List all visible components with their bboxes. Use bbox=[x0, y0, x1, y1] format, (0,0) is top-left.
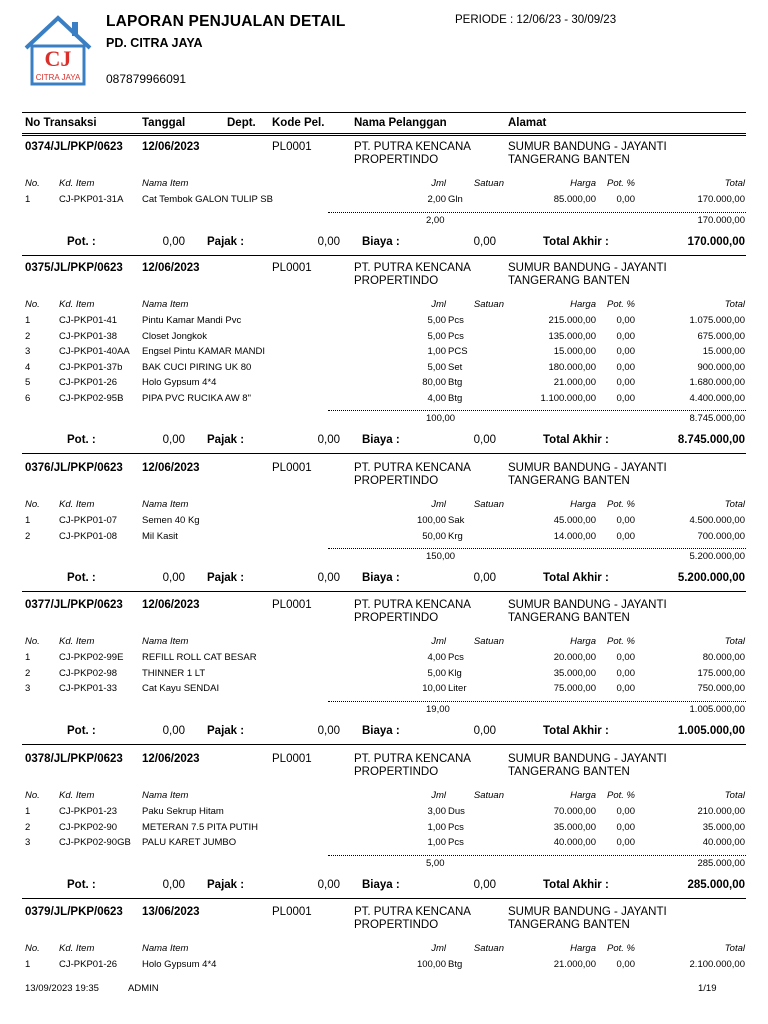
pot-value: 0,00 bbox=[162, 572, 185, 584]
item-no: 5 bbox=[25, 377, 31, 388]
transaction-number: 0376/JL/PKP/0623 bbox=[25, 462, 123, 474]
item-col-no: No. bbox=[25, 943, 40, 954]
item-col-no: No. bbox=[25, 636, 40, 647]
item-name: METERAN 7.5 PITA PUTIH bbox=[142, 821, 258, 833]
item-col-harga: Harga bbox=[570, 943, 596, 954]
item-price: 14.000,00 bbox=[553, 530, 596, 542]
item-col-total: Total bbox=[724, 178, 745, 189]
subtotal-qty: 19,00 bbox=[426, 703, 450, 715]
item-col-harga: Harga bbox=[570, 790, 596, 801]
item-col-kd: Kd. Item bbox=[59, 178, 95, 189]
item-code: CJ-PKP01-26 bbox=[59, 377, 118, 388]
item-total: 15.000,00 bbox=[702, 346, 745, 357]
customer-code: PL0001 bbox=[272, 599, 312, 611]
item-total: 40.000,00 bbox=[702, 837, 745, 848]
item-code: CJ-PKP02-90 bbox=[59, 821, 118, 833]
item-unit: Krg bbox=[448, 530, 463, 542]
item-discount: 0,00 bbox=[616, 315, 635, 326]
pajak-value: 0,00 bbox=[317, 878, 340, 891]
transaction-separator bbox=[22, 453, 746, 454]
subtotal-qty: 2,00 bbox=[426, 214, 445, 226]
total-akhir-label: Total Akhir : bbox=[543, 235, 609, 248]
item-col-total: Total bbox=[724, 299, 745, 310]
item-unit: Klg bbox=[448, 667, 462, 679]
item-code: CJ-PKP01-07 bbox=[59, 515, 118, 526]
subtotal-amount: 285.000,00 bbox=[697, 857, 745, 869]
transaction-date: 12/06/2023 bbox=[142, 462, 200, 474]
total-akhir-value: 8.745.000,00 bbox=[677, 434, 745, 446]
item-col-satuan: Satuan bbox=[473, 636, 504, 647]
item-discount: 0,00 bbox=[616, 683, 635, 694]
item-col-harga: Harga bbox=[570, 299, 596, 310]
item-col-nama: Nama Item bbox=[142, 299, 189, 310]
item-qty: 5,00 bbox=[427, 330, 446, 342]
item-name: Engsel Pintu KAMAR MANDI bbox=[142, 346, 266, 357]
item-total: 900.000,00 bbox=[697, 361, 745, 373]
item-col-pot: Pot. % bbox=[607, 636, 635, 647]
item-no: 2 bbox=[25, 330, 31, 342]
item-col-harga: Harga bbox=[570, 499, 596, 510]
address-line2: TANGERANG BANTEN bbox=[508, 612, 630, 624]
item-col-nama: Nama Item bbox=[142, 636, 189, 647]
subtotal-rule bbox=[328, 701, 746, 702]
pot-value: 0,00 bbox=[162, 878, 185, 891]
item-name: Closet Jongkok bbox=[142, 330, 207, 342]
pot-label: Pot. : bbox=[67, 724, 96, 737]
item-col-jml: Jml bbox=[431, 499, 446, 510]
biaya-value: 0,00 bbox=[473, 878, 496, 891]
item-name: Paku Sekrup Hitam bbox=[142, 806, 224, 817]
item-unit: Pcs bbox=[448, 330, 464, 342]
item-no: 3 bbox=[25, 683, 31, 694]
item-code: CJ-PKP01-26 bbox=[59, 959, 118, 970]
total-akhir-value: 1.005.000,00 bbox=[677, 724, 745, 737]
biaya-value: 0,00 bbox=[473, 724, 496, 737]
item-discount: 0,00 bbox=[616, 959, 635, 970]
item-col-pot: Pot. % bbox=[607, 499, 635, 510]
subtotal-amount: 1.005.000,00 bbox=[689, 703, 745, 715]
item-price: 35.000,00 bbox=[553, 667, 596, 679]
item-price: 45.000,00 bbox=[553, 515, 596, 526]
item-qty: 5,00 bbox=[427, 315, 446, 326]
transaction-date: 12/06/2023 bbox=[142, 141, 200, 153]
biaya-label: Biaya : bbox=[362, 434, 400, 446]
address-line2: TANGERANG BANTEN bbox=[508, 154, 630, 166]
report-title: LAPORAN PENJUALAN DETAIL bbox=[106, 13, 346, 30]
item-code: CJ-PKP01-31A bbox=[59, 194, 124, 205]
item-qty: 5,00 bbox=[427, 667, 446, 679]
item-total: 1.075.000,00 bbox=[689, 315, 745, 326]
item-qty: 80,00 bbox=[422, 377, 446, 388]
transaction-date: 12/06/2023 bbox=[142, 599, 200, 611]
item-name: REFILL ROLL CAT BESAR bbox=[142, 652, 257, 663]
item-col-nama: Nama Item bbox=[142, 790, 189, 801]
pajak-label: Pajak : bbox=[207, 235, 245, 248]
item-no: 1 bbox=[25, 515, 31, 526]
item-col-pot: Pot. % bbox=[607, 790, 635, 801]
item-col-jml: Jml bbox=[431, 943, 446, 954]
item-qty: 50,00 bbox=[422, 530, 446, 542]
item-price: 1.100.000,00 bbox=[540, 392, 596, 404]
company-phone: 087879966091 bbox=[106, 72, 187, 86]
item-unit: Btg bbox=[448, 959, 463, 970]
item-discount: 0,00 bbox=[616, 392, 635, 404]
item-unit: Pcs bbox=[448, 821, 464, 833]
item-qty: 1,00 bbox=[427, 837, 446, 848]
item-col-satuan: Satuan bbox=[473, 178, 504, 189]
item-name: Cat Kayu SENDAI bbox=[142, 683, 220, 694]
transaction-separator bbox=[22, 898, 746, 899]
item-total: 750.000,00 bbox=[697, 683, 745, 694]
item-name: Holo Gypsum 4*4 bbox=[142, 959, 217, 970]
header-rule-bottom-2 bbox=[22, 135, 746, 136]
customer-code: PL0001 bbox=[272, 906, 312, 918]
item-price: 20.000,00 bbox=[553, 652, 596, 663]
item-col-jml: Jml bbox=[431, 178, 446, 189]
total-akhir-label: Total Akhir : bbox=[543, 878, 609, 891]
item-total: 4.500.000,00 bbox=[689, 515, 745, 526]
total-akhir-value: 285.000,00 bbox=[687, 878, 745, 891]
item-col-satuan: Satuan bbox=[473, 299, 504, 310]
item-price: 35.000,00 bbox=[553, 821, 596, 833]
item-discount: 0,00 bbox=[616, 837, 635, 848]
biaya-value: 0,00 bbox=[473, 235, 496, 248]
transaction-number: 0375/JL/PKP/0623 bbox=[25, 262, 123, 274]
customer-name-line1: PT. PUTRA KENCANA bbox=[354, 906, 471, 918]
total-akhir-label: Total Akhir : bbox=[543, 434, 609, 446]
item-discount: 0,00 bbox=[616, 530, 635, 542]
customer-code: PL0001 bbox=[272, 462, 312, 474]
address-line1: SUMUR BANDUNG - JAYANTI bbox=[508, 906, 667, 918]
item-price: 180.000,00 bbox=[548, 361, 596, 373]
header-rule-bottom-1 bbox=[22, 133, 746, 134]
item-qty: 100,00 bbox=[416, 515, 446, 526]
pajak-label: Pajak : bbox=[207, 724, 245, 737]
subtotal-qty: 5,00 bbox=[426, 857, 445, 869]
item-code: CJ-PKP01-41 bbox=[59, 315, 118, 326]
item-qty: 1,00 bbox=[427, 821, 446, 833]
item-col-jml: Jml bbox=[431, 636, 446, 647]
col-dept: Dept. bbox=[227, 117, 256, 129]
item-unit: PCS bbox=[448, 346, 468, 357]
item-discount: 0,00 bbox=[616, 515, 635, 526]
item-col-pot: Pot. % bbox=[607, 299, 635, 310]
customer-name-line2: PROPERTINDO bbox=[354, 275, 439, 287]
pajak-value: 0,00 bbox=[317, 235, 340, 248]
pot-value: 0,00 bbox=[162, 724, 185, 737]
subtotal-rule bbox=[328, 410, 746, 411]
item-total: 700.000,00 bbox=[697, 530, 745, 542]
item-col-satuan: Satuan bbox=[473, 499, 504, 510]
item-qty: 1,00 bbox=[427, 346, 446, 357]
subtotal-rule bbox=[328, 855, 746, 856]
customer-name-line1: PT. PUTRA KENCANA bbox=[354, 753, 471, 765]
item-name: Semen 40 Kg bbox=[142, 515, 200, 526]
address-line1: SUMUR BANDUNG - JAYANTI bbox=[508, 462, 667, 474]
total-akhir-value: 5.200.000,00 bbox=[677, 572, 745, 584]
item-total: 80.000,00 bbox=[702, 652, 745, 663]
item-no: 2 bbox=[25, 530, 31, 542]
transaction-number: 0379/JL/PKP/0623 bbox=[25, 906, 123, 918]
biaya-value: 0,00 bbox=[473, 434, 496, 446]
item-col-satuan: Satuan bbox=[473, 943, 504, 954]
item-no: 1 bbox=[25, 315, 31, 326]
item-col-kd: Kd. Item bbox=[59, 943, 95, 954]
item-discount: 0,00 bbox=[616, 377, 635, 388]
item-discount: 0,00 bbox=[616, 194, 635, 205]
biaya-label: Biaya : bbox=[362, 235, 400, 248]
item-col-nama: Nama Item bbox=[142, 499, 189, 510]
report-period: PERIODE : 12/06/23 - 30/09/23 bbox=[455, 14, 617, 26]
item-name: PALU KARET JUMBO bbox=[142, 837, 237, 848]
customer-name-line2: PROPERTINDO bbox=[354, 919, 439, 931]
pajak-label: Pajak : bbox=[207, 572, 245, 584]
item-no: 2 bbox=[25, 667, 31, 679]
total-akhir-label: Total Akhir : bbox=[543, 724, 609, 737]
customer-name-line2: PROPERTINDO bbox=[354, 766, 439, 778]
customer-name-line2: PROPERTINDO bbox=[354, 475, 439, 487]
item-col-jml: Jml bbox=[431, 299, 446, 310]
item-no: 1 bbox=[25, 194, 31, 205]
item-col-kd: Kd. Item bbox=[59, 636, 95, 647]
item-no: 1 bbox=[25, 959, 31, 970]
item-qty: 4,00 bbox=[427, 392, 446, 404]
company-logo bbox=[22, 14, 94, 88]
pajak-label: Pajak : bbox=[207, 878, 245, 891]
item-code: CJ-PKP01-08 bbox=[59, 530, 118, 542]
address-line2: TANGERANG BANTEN bbox=[508, 766, 630, 778]
pajak-value: 0,00 bbox=[317, 434, 340, 446]
item-col-jml: Jml bbox=[431, 790, 446, 801]
item-unit: Gln bbox=[448, 194, 463, 205]
item-discount: 0,00 bbox=[616, 667, 635, 679]
item-price: 21.000,00 bbox=[553, 377, 596, 388]
biaya-label: Biaya : bbox=[362, 572, 400, 584]
item-col-nama: Nama Item bbox=[142, 943, 189, 954]
transaction-number: 0378/JL/PKP/0623 bbox=[25, 753, 123, 765]
item-no: 3 bbox=[25, 346, 31, 357]
item-discount: 0,00 bbox=[616, 361, 635, 373]
footer-page: 1/19 bbox=[698, 983, 717, 994]
item-total: 4.400.000,00 bbox=[689, 392, 745, 404]
item-no: 3 bbox=[25, 837, 31, 848]
item-col-pot: Pot. % bbox=[607, 178, 635, 189]
item-col-pot: Pot. % bbox=[607, 943, 635, 954]
col-no-transaksi: No Transaksi bbox=[25, 117, 97, 129]
item-col-nama: Nama Item bbox=[142, 178, 189, 189]
subtotal-rule bbox=[328, 212, 746, 213]
address-line2: TANGERANG BANTEN bbox=[508, 919, 630, 931]
item-unit: Btg bbox=[448, 377, 463, 388]
subtotal-amount: 170.000,00 bbox=[697, 214, 745, 226]
item-name: Holo Gypsum 4*4 bbox=[142, 377, 217, 388]
pajak-value: 0,00 bbox=[317, 724, 340, 737]
item-col-total: Total bbox=[724, 943, 745, 954]
subtotal-rule bbox=[328, 548, 746, 549]
item-unit: Sak bbox=[448, 515, 465, 526]
item-name: Pintu Kamar Mandi Pvc bbox=[142, 315, 242, 326]
footer-datetime: 13/09/2023 19:35 bbox=[25, 983, 99, 994]
item-no: 6 bbox=[25, 392, 31, 404]
item-col-harga: Harga bbox=[570, 178, 596, 189]
item-name: Cat Tembok GALON TULIP SB bbox=[142, 194, 273, 205]
transaction-date: 12/06/2023 bbox=[142, 753, 200, 765]
pot-label: Pot. : bbox=[67, 878, 96, 891]
item-total: 1.680.000,00 bbox=[689, 377, 745, 388]
item-unit: Btg bbox=[448, 392, 463, 404]
item-col-total: Total bbox=[724, 636, 745, 647]
transaction-separator bbox=[22, 255, 746, 256]
item-code: CJ-PKP01-40AA bbox=[59, 346, 130, 357]
item-qty: 5,00 bbox=[427, 361, 446, 373]
item-discount: 0,00 bbox=[616, 346, 635, 357]
col-nama-pelanggan: Nama Pelanggan bbox=[354, 117, 447, 129]
transaction-date: 12/06/2023 bbox=[142, 262, 200, 274]
subtotal-qty: 100,00 bbox=[426, 413, 456, 424]
svg-text:CJ: CJ bbox=[44, 46, 72, 71]
item-no: 1 bbox=[25, 652, 31, 663]
item-col-no: No. bbox=[25, 499, 40, 510]
pot-value: 0,00 bbox=[162, 235, 185, 248]
item-col-total: Total bbox=[724, 499, 745, 510]
item-no: 2 bbox=[25, 821, 31, 833]
item-price: 21.000,00 bbox=[553, 959, 596, 970]
customer-name-line1: PT. PUTRA KENCANA bbox=[354, 262, 471, 274]
transaction-date: 13/06/2023 bbox=[142, 906, 200, 918]
item-name: Mil Kasit bbox=[142, 530, 178, 542]
item-price: 85.000,00 bbox=[553, 194, 596, 205]
item-code: CJ-PKP01-33 bbox=[59, 683, 118, 694]
customer-name-line2: PROPERTINDO bbox=[354, 612, 439, 624]
item-col-no: No. bbox=[25, 299, 40, 310]
svg-text:CITRA JAYA: CITRA JAYA bbox=[35, 73, 81, 82]
pot-label: Pot. : bbox=[67, 572, 96, 584]
customer-name-line2: PROPERTINDO bbox=[354, 154, 439, 166]
total-akhir-label: Total Akhir : bbox=[543, 572, 609, 584]
subtotal-amount: 5.200.000,00 bbox=[689, 551, 745, 562]
customer-name-line1: PT. PUTRA KENCANA bbox=[354, 599, 471, 611]
item-code: CJ-PKP01-23 bbox=[59, 806, 118, 817]
item-price: 15.000,00 bbox=[553, 346, 596, 357]
customer-code: PL0001 bbox=[272, 753, 312, 765]
subtotal-qty: 150,00 bbox=[426, 551, 456, 562]
item-code: CJ-PKP02-98 bbox=[59, 667, 118, 679]
pajak-value: 0,00 bbox=[317, 572, 340, 584]
pot-value: 0,00 bbox=[162, 434, 185, 446]
item-discount: 0,00 bbox=[616, 821, 635, 833]
item-col-harga: Harga bbox=[570, 636, 596, 647]
item-discount: 0,00 bbox=[616, 806, 635, 817]
item-name: PIPA PVC RUCIKA AW 8" bbox=[142, 392, 251, 404]
item-discount: 0,00 bbox=[616, 330, 635, 342]
item-unit: Dus bbox=[448, 806, 465, 817]
address-line2: TANGERANG BANTEN bbox=[508, 475, 630, 487]
customer-name-line1: PT. PUTRA KENCANA bbox=[354, 462, 471, 474]
col-tanggal: Tanggal bbox=[142, 117, 186, 129]
item-total: 170.000,00 bbox=[697, 194, 745, 205]
address-line1: SUMUR BANDUNG - JAYANTI bbox=[508, 141, 667, 153]
item-col-satuan: Satuan bbox=[473, 790, 504, 801]
biaya-label: Biaya : bbox=[362, 878, 400, 891]
footer-user: ADMIN bbox=[128, 983, 159, 994]
item-qty: 10,00 bbox=[422, 683, 446, 694]
item-no: 1 bbox=[25, 806, 31, 817]
item-name: BAK CUCI PIRING UK 80 bbox=[142, 361, 252, 373]
item-col-total: Total bbox=[724, 790, 745, 801]
transaction-number: 0374/JL/PKP/0623 bbox=[25, 141, 123, 153]
item-price: 40.000,00 bbox=[553, 837, 596, 848]
item-price: 75.000,00 bbox=[553, 683, 596, 694]
address-line1: SUMUR BANDUNG - JAYANTI bbox=[508, 599, 667, 611]
subtotal-amount: 8.745.000,00 bbox=[689, 413, 745, 424]
item-unit: Pcs bbox=[448, 837, 464, 848]
col-kode-pel: Kode Pel. bbox=[272, 117, 325, 129]
item-price: 70.000,00 bbox=[553, 806, 596, 817]
item-price: 215.000,00 bbox=[548, 315, 596, 326]
item-total: 35.000,00 bbox=[702, 821, 745, 833]
item-price: 135.000,00 bbox=[548, 330, 596, 342]
item-unit: Set bbox=[448, 361, 463, 373]
transaction-separator bbox=[22, 591, 746, 592]
item-col-kd: Kd. Item bbox=[59, 790, 95, 801]
total-akhir-value: 170.000,00 bbox=[687, 235, 745, 248]
biaya-label: Biaya : bbox=[362, 724, 400, 737]
company-name: PD. CITRA JAYA bbox=[106, 36, 203, 50]
pot-label: Pot. : bbox=[67, 235, 96, 248]
item-qty: 3,00 bbox=[427, 806, 446, 817]
address-line1: SUMUR BANDUNG - JAYANTI bbox=[508, 262, 667, 274]
item-col-kd: Kd. Item bbox=[59, 499, 95, 510]
item-qty: 2,00 bbox=[427, 194, 446, 205]
item-name: THINNER 1 LT bbox=[142, 667, 206, 679]
item-code: CJ-PKP01-38 bbox=[59, 330, 118, 342]
item-code: CJ-PKP02-99E bbox=[59, 652, 124, 663]
item-discount: 0,00 bbox=[616, 652, 635, 663]
customer-code: PL0001 bbox=[272, 262, 312, 274]
item-no: 4 bbox=[25, 361, 31, 373]
address-line2: TANGERANG BANTEN bbox=[508, 275, 630, 287]
item-unit: Pcs bbox=[448, 652, 464, 663]
item-unit: Liter bbox=[448, 683, 467, 694]
item-code: CJ-PKP01-37b bbox=[59, 361, 123, 373]
item-total: 210.000,00 bbox=[697, 806, 745, 817]
address-line1: SUMUR BANDUNG - JAYANTI bbox=[508, 753, 667, 765]
item-code: CJ-PKP02-90GB bbox=[59, 837, 131, 848]
item-col-no: No. bbox=[25, 178, 40, 189]
item-unit: Pcs bbox=[448, 315, 464, 326]
header-rule-top bbox=[22, 112, 746, 113]
pot-label: Pot. : bbox=[67, 434, 96, 446]
item-total: 2.100.000,00 bbox=[689, 959, 745, 970]
transaction-number: 0377/JL/PKP/0623 bbox=[25, 599, 123, 611]
item-col-kd: Kd. Item bbox=[59, 299, 95, 310]
item-qty: 4,00 bbox=[427, 652, 446, 663]
item-col-no: No. bbox=[25, 790, 40, 801]
customer-name-line1: PT. PUTRA KENCANA bbox=[354, 141, 471, 153]
biaya-value: 0,00 bbox=[473, 572, 496, 584]
item-code: CJ-PKP02-95B bbox=[59, 392, 124, 404]
item-total: 175.000,00 bbox=[697, 667, 745, 679]
item-qty: 100,00 bbox=[416, 959, 446, 970]
pajak-label: Pajak : bbox=[207, 434, 245, 446]
transaction-separator bbox=[22, 744, 746, 745]
customer-code: PL0001 bbox=[272, 141, 312, 153]
item-total: 675.000,00 bbox=[697, 330, 745, 342]
col-alamat: Alamat bbox=[508, 117, 547, 129]
column-header-row bbox=[0, 117, 768, 133]
